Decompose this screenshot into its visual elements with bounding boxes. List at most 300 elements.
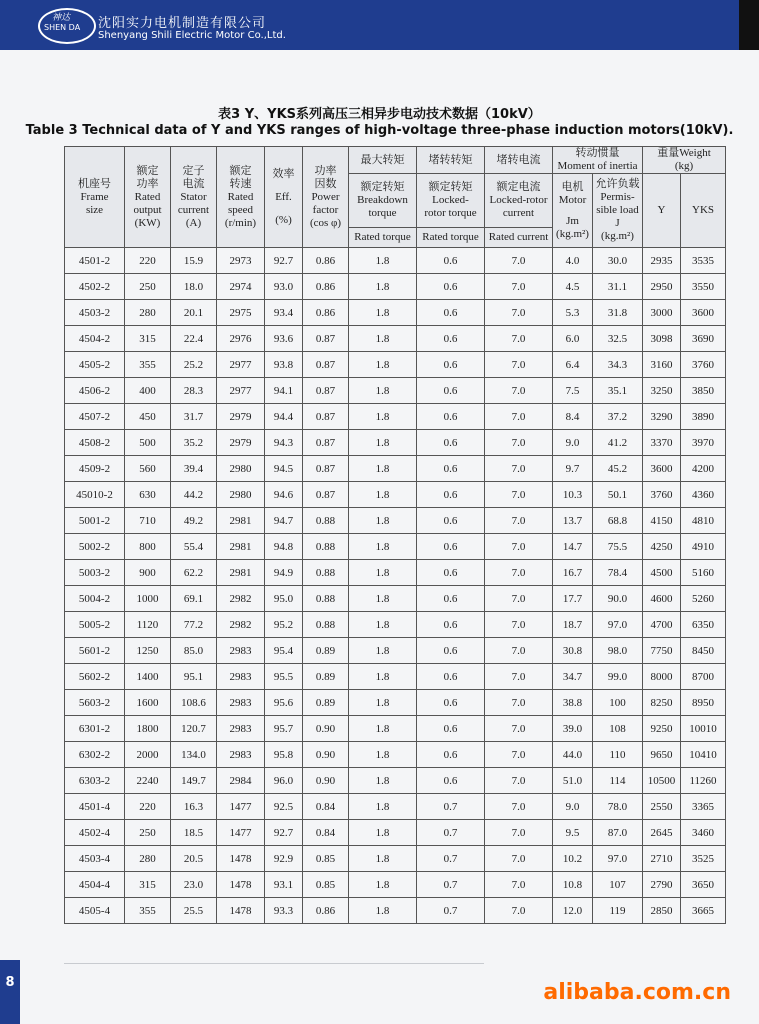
table-cell: 110 — [593, 742, 643, 768]
table-cell: 93.0 — [265, 274, 303, 300]
table-cell: 4360 — [681, 482, 726, 508]
table-row — [65, 248, 726, 274]
table-cell: 9.0 — [553, 794, 593, 820]
header-stator-current: 定子 电流 Stator current (A) — [171, 147, 217, 248]
table-cell: 450 — [125, 404, 171, 430]
table-cell: 3525 — [681, 846, 726, 872]
table-cell: 149.7 — [171, 768, 217, 794]
table-cell: 400 — [125, 378, 171, 404]
table-cell: 17.7 — [553, 586, 593, 612]
table-cell: 1.8 — [349, 430, 417, 456]
table-row — [65, 378, 726, 404]
table-title-en: Table 3 Technical data of Y and YKS ranges of high-voltage three-phase induction motors(10kV). — [25, 123, 734, 138]
logo-text-top: 神达 — [52, 13, 71, 23]
table-cell: 1.8 — [349, 378, 417, 404]
table-cell: 7.0 — [485, 664, 553, 690]
watermark: alibaba.com.cn — [543, 980, 731, 1005]
table-cell: 2975 — [217, 300, 265, 326]
table-cell: 93.8 — [265, 352, 303, 378]
table-cell: 280 — [125, 846, 171, 872]
table-cell: 220 — [125, 794, 171, 820]
table-cell: 10500 — [643, 768, 681, 794]
table-cell: 1.8 — [349, 612, 417, 638]
frame-size-cell: 5004-2 — [65, 586, 125, 612]
table-cell: 4810 — [681, 508, 726, 534]
frame-size-cell: 5002-2 — [65, 534, 125, 560]
frame-size-cell: 4506-2 — [65, 378, 125, 404]
table-cell: 2950 — [643, 274, 681, 300]
table-cell: 92.7 — [265, 248, 303, 274]
table-cell: 315 — [125, 872, 171, 898]
frame-size-cell: 4503-2 — [65, 300, 125, 326]
table-cell: 114 — [593, 768, 643, 794]
table-cell: 107 — [593, 872, 643, 898]
table-row — [65, 326, 726, 352]
table-cell: 1000 — [125, 586, 171, 612]
table-cell: 355 — [125, 898, 171, 924]
table-cell: 280 — [125, 300, 171, 326]
table-cell: 0.88 — [303, 508, 349, 534]
table-cell: 7.0 — [485, 820, 553, 846]
table-cell: 0.7 — [417, 872, 485, 898]
table-cell: 7.0 — [485, 794, 553, 820]
frame-size-cell: 4502-2 — [65, 274, 125, 300]
table-cell: 0.89 — [303, 638, 349, 664]
table-cell: 7.0 — [485, 430, 553, 456]
table-cell: 2983 — [217, 664, 265, 690]
table-cell: 1.8 — [349, 508, 417, 534]
table-cell: 0.84 — [303, 820, 349, 846]
frame-size-cell: 4504-2 — [65, 326, 125, 352]
table-cell: 51.0 — [553, 768, 593, 794]
header-breakdown-mid: 额定转矩 Breakdown torque — [349, 174, 417, 228]
table-cell: 9.0 — [553, 430, 593, 456]
table-cell: 0.6 — [417, 560, 485, 586]
table-cell: 0.6 — [417, 508, 485, 534]
table-cell: 134.0 — [171, 742, 217, 768]
table-cell: 87.0 — [593, 820, 643, 846]
table-cell: 0.86 — [303, 274, 349, 300]
table-cell: 2645 — [643, 820, 681, 846]
table-cell: 10010 — [681, 716, 726, 742]
table-cell: 0.87 — [303, 352, 349, 378]
table-cell: 94.6 — [265, 482, 303, 508]
table-cell: 7.0 — [485, 768, 553, 794]
table-cell: 1.8 — [349, 898, 417, 924]
table-cell: 0.87 — [303, 482, 349, 508]
table-cell: 11260 — [681, 768, 726, 794]
table-cell: 69.1 — [171, 586, 217, 612]
table-cell: 0.85 — [303, 872, 349, 898]
table-cell: 0.6 — [417, 612, 485, 638]
table-cell: 9250 — [643, 716, 681, 742]
table-cell: 0.7 — [417, 846, 485, 872]
table-cell: 7.0 — [485, 846, 553, 872]
table-cell: 2240 — [125, 768, 171, 794]
table-cell: 0.6 — [417, 378, 485, 404]
table-cell: 85.0 — [171, 638, 217, 664]
table-cell: 120.7 — [171, 716, 217, 742]
table-cell: 8000 — [643, 664, 681, 690]
table-cell: 25.5 — [171, 898, 217, 924]
table-body — [65, 248, 726, 924]
table-cell: 90.0 — [593, 586, 643, 612]
table-cell: 1478 — [217, 846, 265, 872]
table-cell: 0.6 — [417, 456, 485, 482]
table-cell: 3690 — [681, 326, 726, 352]
header-rated-speed: 额定 转速 Rated speed (r/min) — [217, 147, 265, 248]
table-cell: 7.0 — [485, 742, 553, 768]
table-cell: 0.88 — [303, 586, 349, 612]
table-cell: 1.8 — [349, 846, 417, 872]
table-cell: 0.89 — [303, 664, 349, 690]
table-cell: 8250 — [643, 690, 681, 716]
table-cell: 35.1 — [593, 378, 643, 404]
table-cell: 1120 — [125, 612, 171, 638]
table-row — [65, 482, 726, 508]
table-cell: 37.2 — [593, 404, 643, 430]
table-cell: 3665 — [681, 898, 726, 924]
table-cell: 95.2 — [265, 612, 303, 638]
table-cell: 2976 — [217, 326, 265, 352]
table-cell: 1.8 — [349, 742, 417, 768]
table-cell: 0.87 — [303, 326, 349, 352]
table-cell: 3760 — [643, 482, 681, 508]
header-power-factor: 功率 因数 Power factor (cos φ) — [303, 147, 349, 248]
table-cell: 7.0 — [485, 482, 553, 508]
table-cell: 3460 — [681, 820, 726, 846]
table-cell: 94.7 — [265, 508, 303, 534]
table-cell: 2550 — [643, 794, 681, 820]
company-logo — [38, 8, 96, 44]
table-cell: 2979 — [217, 430, 265, 456]
table-cell: 2790 — [643, 872, 681, 898]
table-row — [65, 898, 726, 924]
table-cell: 9.7 — [553, 456, 593, 482]
table-cell: 7.0 — [485, 404, 553, 430]
table-cell: 10.8 — [553, 872, 593, 898]
table-cell: 0.87 — [303, 456, 349, 482]
table-cell: 4700 — [643, 612, 681, 638]
table-cell: 45.2 — [593, 456, 643, 482]
table-cell: 0.86 — [303, 248, 349, 274]
table-cell: 30.8 — [553, 638, 593, 664]
table-cell: 900 — [125, 560, 171, 586]
table-cell: 3290 — [643, 404, 681, 430]
frame-size-cell: 4505-4 — [65, 898, 125, 924]
table-cell: 97.0 — [593, 846, 643, 872]
table-cell: 0.6 — [417, 716, 485, 742]
table-cell: 355 — [125, 352, 171, 378]
table-cell: 7.0 — [485, 508, 553, 534]
table-cell: 1.8 — [349, 820, 417, 846]
table-cell: 1.8 — [349, 248, 417, 274]
table-cell: 2980 — [217, 482, 265, 508]
table-cell: 7.0 — [485, 352, 553, 378]
table-cell: 1.8 — [349, 352, 417, 378]
table-cell: 62.2 — [171, 560, 217, 586]
table-cell: 2850 — [643, 898, 681, 924]
table-cell: 7.0 — [485, 534, 553, 560]
table-cell: 0.6 — [417, 768, 485, 794]
table-cell: 6.0 — [553, 326, 593, 352]
table-cell: 1.8 — [349, 534, 417, 560]
table-cell: 7.0 — [485, 560, 553, 586]
table-cell: 1477 — [217, 820, 265, 846]
table-cell: 10.2 — [553, 846, 593, 872]
table-cell: 9.5 — [553, 820, 593, 846]
header-locked-torque-mid: 额定转矩 Locked- rotor torque — [417, 174, 485, 228]
table-cell: 7.0 — [485, 690, 553, 716]
table-row — [65, 742, 726, 768]
table-cell: 18.5 — [171, 820, 217, 846]
table-cell: 3970 — [681, 430, 726, 456]
table-cell: 0.90 — [303, 716, 349, 742]
table-cell: 3850 — [681, 378, 726, 404]
table-cell: 7.0 — [485, 898, 553, 924]
table-cell: 2979 — [217, 404, 265, 430]
table-cell: 2710 — [643, 846, 681, 872]
table-row — [65, 430, 726, 456]
table-cell: 0.90 — [303, 768, 349, 794]
table-cell: 75.5 — [593, 534, 643, 560]
table-cell: 20.1 — [171, 300, 217, 326]
table-row — [65, 352, 726, 378]
table-cell: 7.0 — [485, 378, 553, 404]
table-cell: 95.6 — [265, 690, 303, 716]
table-cell: 92.7 — [265, 820, 303, 846]
table-cell: 94.8 — [265, 534, 303, 560]
table-cell: 95.7 — [265, 716, 303, 742]
table-cell: 1.8 — [349, 326, 417, 352]
table-cell: 1.8 — [349, 560, 417, 586]
frame-size-cell: 5602-2 — [65, 664, 125, 690]
table-cell: 92.9 — [265, 846, 303, 872]
table-cell: 31.7 — [171, 404, 217, 430]
table-cell: 3160 — [643, 352, 681, 378]
table-cell: 250 — [125, 820, 171, 846]
table-cell: 0.86 — [303, 300, 349, 326]
footer-rule — [64, 963, 484, 964]
table-cell: 2983 — [217, 716, 265, 742]
table-cell: 3098 — [643, 326, 681, 352]
frame-size-cell: 4505-2 — [65, 352, 125, 378]
table-cell: 3370 — [643, 430, 681, 456]
table-cell: 4910 — [681, 534, 726, 560]
table-cell: 0.6 — [417, 274, 485, 300]
table-cell: 3550 — [681, 274, 726, 300]
header-frame-size: 机座号 Frame size — [65, 147, 125, 248]
table-row — [65, 716, 726, 742]
table-cell: 1.8 — [349, 716, 417, 742]
table-cell: 13.7 — [553, 508, 593, 534]
table-cell: 0.86 — [303, 898, 349, 924]
technical-data-table-wrap — [64, 146, 725, 924]
table-cell: 94.1 — [265, 378, 303, 404]
table-row — [65, 560, 726, 586]
table-row — [65, 586, 726, 612]
table-cell: 1.8 — [349, 872, 417, 898]
table-cell: 1477 — [217, 794, 265, 820]
table-cell: 4.5 — [553, 274, 593, 300]
table-cell: 0.7 — [417, 820, 485, 846]
table-cell: 44.2 — [171, 482, 217, 508]
table-cell: 1478 — [217, 898, 265, 924]
table-cell: 7.0 — [485, 326, 553, 352]
header-bar — [0, 0, 759, 50]
table-cell: 0.6 — [417, 638, 485, 664]
frame-size-cell: 4507-2 — [65, 404, 125, 430]
table-cell: 93.4 — [265, 300, 303, 326]
table-cell: 7.0 — [485, 248, 553, 274]
table-cell: 2983 — [217, 690, 265, 716]
table-cell: 95.4 — [265, 638, 303, 664]
table-cell: 50.1 — [593, 482, 643, 508]
table-cell: 4600 — [643, 586, 681, 612]
table-cell: 0.6 — [417, 690, 485, 716]
header-locked-torque-bottom: Rated torque — [417, 228, 485, 248]
table-cell: 8700 — [681, 664, 726, 690]
technical-data-table — [64, 146, 726, 924]
table-cell: 1.8 — [349, 274, 417, 300]
table-cell: 93.1 — [265, 872, 303, 898]
header-breakdown-top: 最大转矩 — [349, 147, 417, 174]
header-locked-current-mid: 额定电流 Locked-rotor current — [485, 174, 553, 228]
table-cell: 0.88 — [303, 612, 349, 638]
frame-size-cell: 6301-2 — [65, 716, 125, 742]
table-row — [65, 274, 726, 300]
table-cell: 3600 — [643, 456, 681, 482]
table-cell: 34.3 — [593, 352, 643, 378]
table-cell: 0.6 — [417, 586, 485, 612]
table-title-cn: 表3 Y、YKS系列高压三相异步电动技术数据（10kV） — [218, 107, 541, 122]
frame-size-cell: 6303-2 — [65, 768, 125, 794]
table-cell: 0.88 — [303, 560, 349, 586]
table-cell: 560 — [125, 456, 171, 482]
table-row — [65, 872, 726, 898]
table-cell: 250 — [125, 274, 171, 300]
table-cell: 1.8 — [349, 664, 417, 690]
table-cell: 500 — [125, 430, 171, 456]
logo-text: SHEN DA — [44, 23, 81, 32]
table-cell: 100 — [593, 690, 643, 716]
table-cell: 0.6 — [417, 248, 485, 274]
table-cell: 3760 — [681, 352, 726, 378]
table-cell: 1.8 — [349, 794, 417, 820]
table-row — [65, 456, 726, 482]
table-cell: 2980 — [217, 456, 265, 482]
table-cell: 2981 — [217, 534, 265, 560]
table-cell: 49.2 — [171, 508, 217, 534]
table-cell: 1.8 — [349, 638, 417, 664]
table-cell: 68.8 — [593, 508, 643, 534]
header-weight-y: Y — [643, 174, 681, 248]
table-cell: 16.7 — [553, 560, 593, 586]
header-breakdown-bottom: Rated torque — [349, 228, 417, 248]
header-efficiency: 效率 Eff. (%) — [265, 147, 303, 248]
table-cell: 2000 — [125, 742, 171, 768]
table-cell: 30.0 — [593, 248, 643, 274]
table-cell: 2982 — [217, 612, 265, 638]
table-cell: 39.4 — [171, 456, 217, 482]
frame-size-cell: 4504-4 — [65, 872, 125, 898]
table-cell: 5260 — [681, 586, 726, 612]
table-row — [65, 690, 726, 716]
table-cell: 31.1 — [593, 274, 643, 300]
table-row — [65, 846, 726, 872]
table-cell: 5160 — [681, 560, 726, 586]
table-cell: 1.8 — [349, 690, 417, 716]
table-row — [65, 612, 726, 638]
table-row — [65, 768, 726, 794]
table-cell: 630 — [125, 482, 171, 508]
table-cell: 95.0 — [265, 586, 303, 612]
table-cell: 2974 — [217, 274, 265, 300]
frame-size-cell: 4509-2 — [65, 456, 125, 482]
table-cell: 4250 — [643, 534, 681, 560]
table-cell: 0.6 — [417, 664, 485, 690]
table-cell: 2973 — [217, 248, 265, 274]
frame-size-cell: 4502-4 — [65, 820, 125, 846]
table-cell: 3650 — [681, 872, 726, 898]
table-cell: 3250 — [643, 378, 681, 404]
table-cell: 1.8 — [349, 482, 417, 508]
table-cell: 0.87 — [303, 430, 349, 456]
table-cell: 96.0 — [265, 768, 303, 794]
header-weight-yks: YKS — [681, 174, 726, 248]
table-cell: 94.5 — [265, 456, 303, 482]
table-cell: 119 — [593, 898, 643, 924]
table-cell: 1.8 — [349, 404, 417, 430]
table-cell: 0.85 — [303, 846, 349, 872]
header-inertia-top: 转动惯量 Moment of inertia — [553, 147, 643, 174]
table-cell: 0.84 — [303, 794, 349, 820]
table-cell: 18.7 — [553, 612, 593, 638]
table-cell: 2983 — [217, 742, 265, 768]
table-cell: 315 — [125, 326, 171, 352]
table-cell: 2935 — [643, 248, 681, 274]
table-cell: 44.0 — [553, 742, 593, 768]
header-rated-output: 额定 功率 Rated output (KW) — [125, 147, 171, 248]
table-cell: 22.4 — [171, 326, 217, 352]
table-cell: 0.6 — [417, 352, 485, 378]
table-cell: 0.6 — [417, 300, 485, 326]
header-inertia-motor: 电机 Motor Jm (kg.m²) — [553, 174, 593, 248]
table-cell: 7.0 — [485, 300, 553, 326]
table-cell: 55.4 — [171, 534, 217, 560]
table-cell: 2982 — [217, 586, 265, 612]
table-cell: 10.3 — [553, 482, 593, 508]
table-cell: 0.6 — [417, 430, 485, 456]
table-cell: 77.2 — [171, 612, 217, 638]
table-cell: 41.2 — [593, 430, 643, 456]
table-cell: 7.0 — [485, 456, 553, 482]
table-cell: 6.4 — [553, 352, 593, 378]
table-cell: 99.0 — [593, 664, 643, 690]
table-cell: 32.5 — [593, 326, 643, 352]
frame-size-cell: 5005-2 — [65, 612, 125, 638]
table-cell: 7.0 — [485, 716, 553, 742]
table-cell: 3000 — [643, 300, 681, 326]
table-cell: 5.3 — [553, 300, 593, 326]
table-cell: 7.0 — [485, 612, 553, 638]
table-cell: 92.5 — [265, 794, 303, 820]
table-row — [65, 404, 726, 430]
table-cell: 1.8 — [349, 456, 417, 482]
table-cell: 0.87 — [303, 404, 349, 430]
table-cell: 78.4 — [593, 560, 643, 586]
table-cell: 1.8 — [349, 300, 417, 326]
